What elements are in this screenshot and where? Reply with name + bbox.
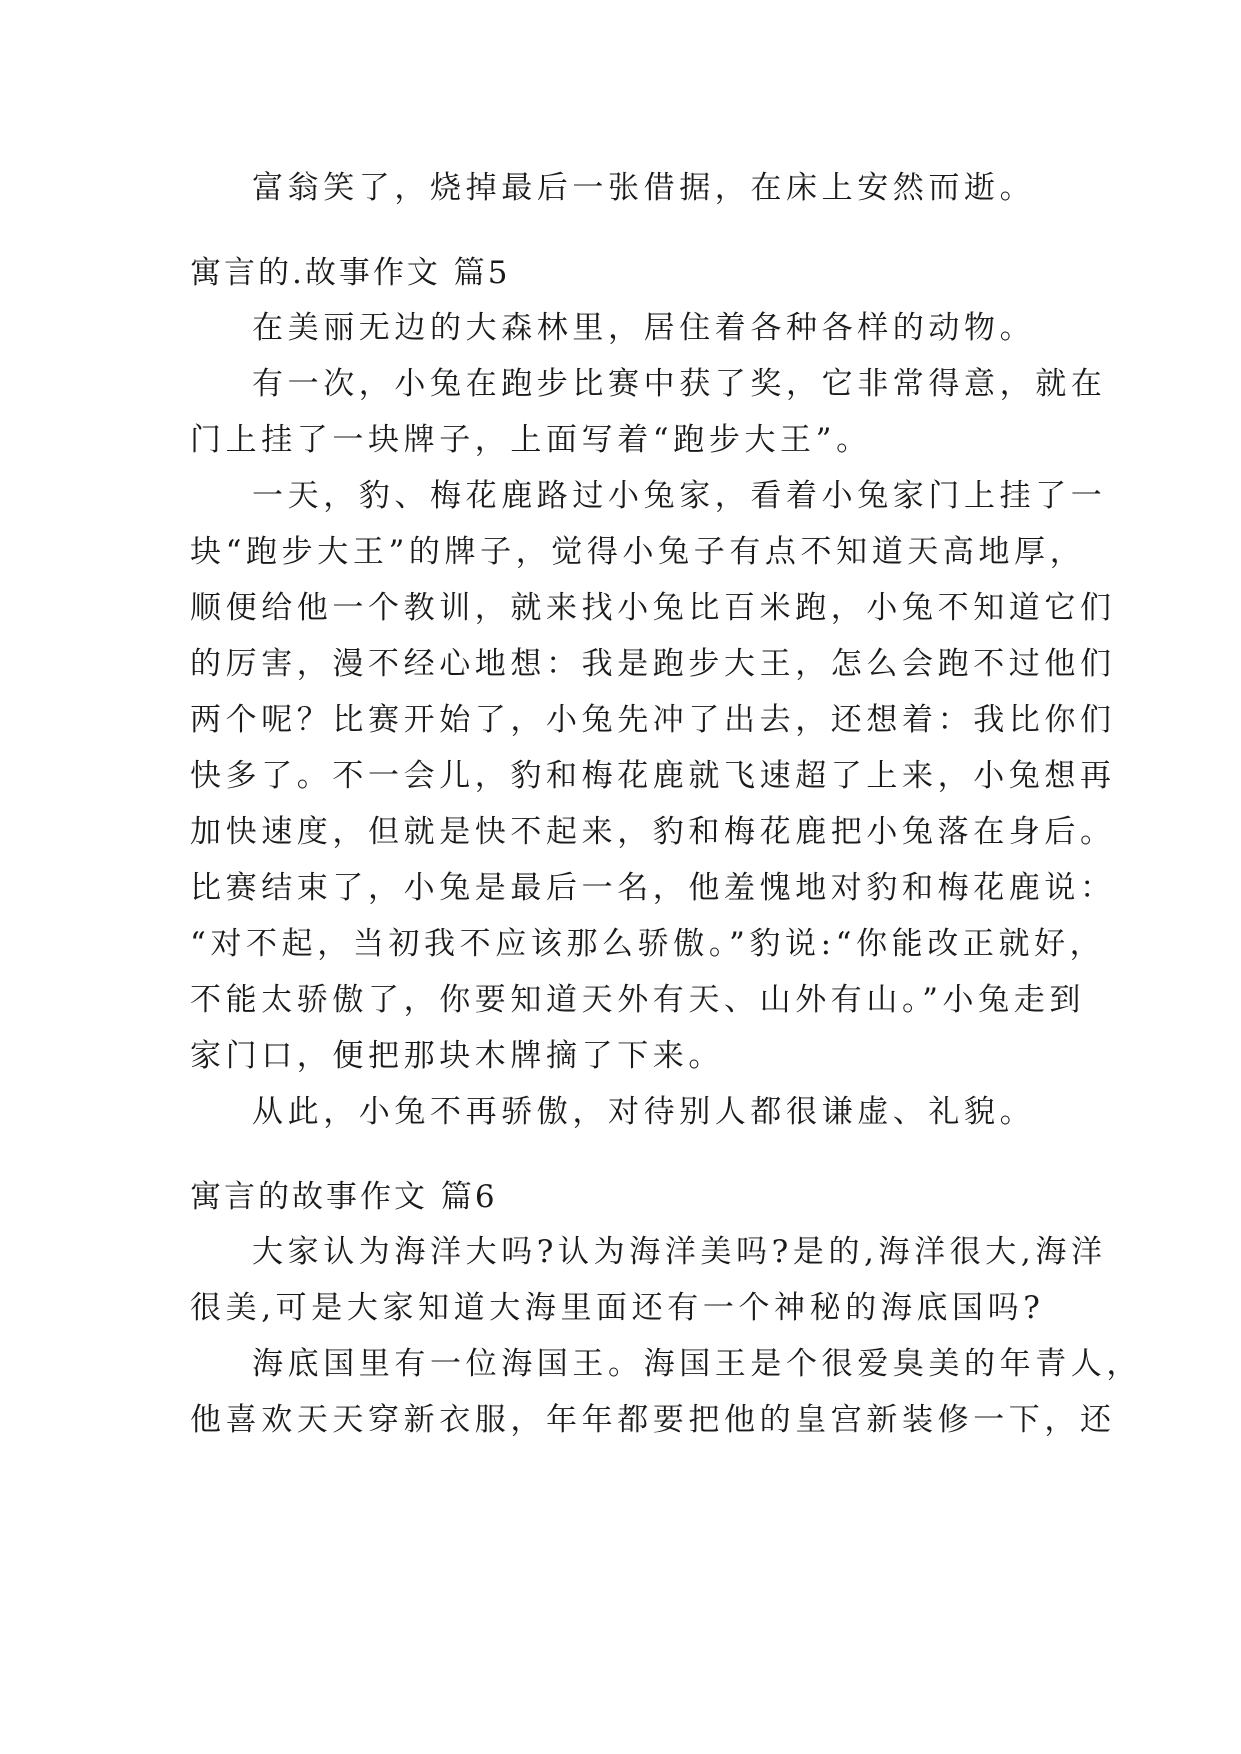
paragraph-line: 块“跑步大王”的牌子，觉得小兔子有点不知道天高地厚， — [190, 534, 1086, 570]
paragraph-line: 门上挂了一块牌子，上面写着“跑步大王”。 — [190, 422, 872, 458]
paragraph-line: 从此，小兔不再骄傲，对待别人都很谦虚、礼貌。 — [252, 1094, 1036, 1130]
section-heading: 寓言的.故事作文 篇5 — [190, 255, 511, 291]
paragraph-line: 海底国里有一位海国王。海国王是个很爱臭美的年青人， — [252, 1346, 1142, 1382]
paragraph-line: 顺便给他一个教训，就来找小兔比百米跑，小兔不知道它们 — [190, 590, 1116, 626]
paragraph-line: 的厉害，漫不经心地想：我是跑步大王，怎么会跑不过他们 — [190, 646, 1116, 682]
paragraph-line: 他喜欢天天穿新衣服，年年都要把他的皇宫新装修一下，还 — [190, 1402, 1116, 1438]
paragraph-line: 有一次，小兔在跑步比赛中获了奖，它非常得意，就在 — [252, 366, 1107, 402]
paragraph-line: 家门口，便把那块木牌摘了下来。 — [190, 1038, 724, 1074]
paragraph-line: “对不起，当初我不应该那么骄傲。”豹说:“你能改正就好， — [190, 926, 1106, 962]
section-heading: 寓言的故事作文 篇6 — [190, 1179, 498, 1215]
paragraph-line: 快多了。不一会儿，豹和梅花鹿就飞速超了上来，小兔想再 — [190, 758, 1116, 794]
paragraph-line: 一天，豹、梅花鹿路过小兔家，看着小兔家门上挂了一 — [252, 478, 1107, 514]
paragraph-line: 大家认为海洋大吗?认为海洋美吗?是的,海洋很大,海洋 — [252, 1234, 1107, 1270]
paragraph-line: 很美,可是大家知道大海里面还有一个神秘的海底国吗? — [190, 1290, 1045, 1326]
paragraph-line: 比赛结束了，小兔是最后一名，他羞愧地对豹和梅花鹿说： — [190, 870, 1116, 906]
paragraph-line: 加快速度，但就是快不起来，豹和梅花鹿把小兔落在身后。 — [190, 814, 1116, 850]
paragraph-line: 不能太骄傲了，你要知道天外有天、山外有山。”小兔走到 — [190, 982, 1085, 1018]
paragraph-line: 两个呢？比赛开始了，小兔先冲了出去，还想着：我比你们 — [190, 702, 1116, 738]
paragraph-line: 在美丽无边的大森林里，居住着各种各样的动物。 — [252, 310, 1036, 346]
paragraph-line: 富翁笑了，烧掉最后一张借据，在床上安然而逝。 — [252, 170, 1036, 206]
